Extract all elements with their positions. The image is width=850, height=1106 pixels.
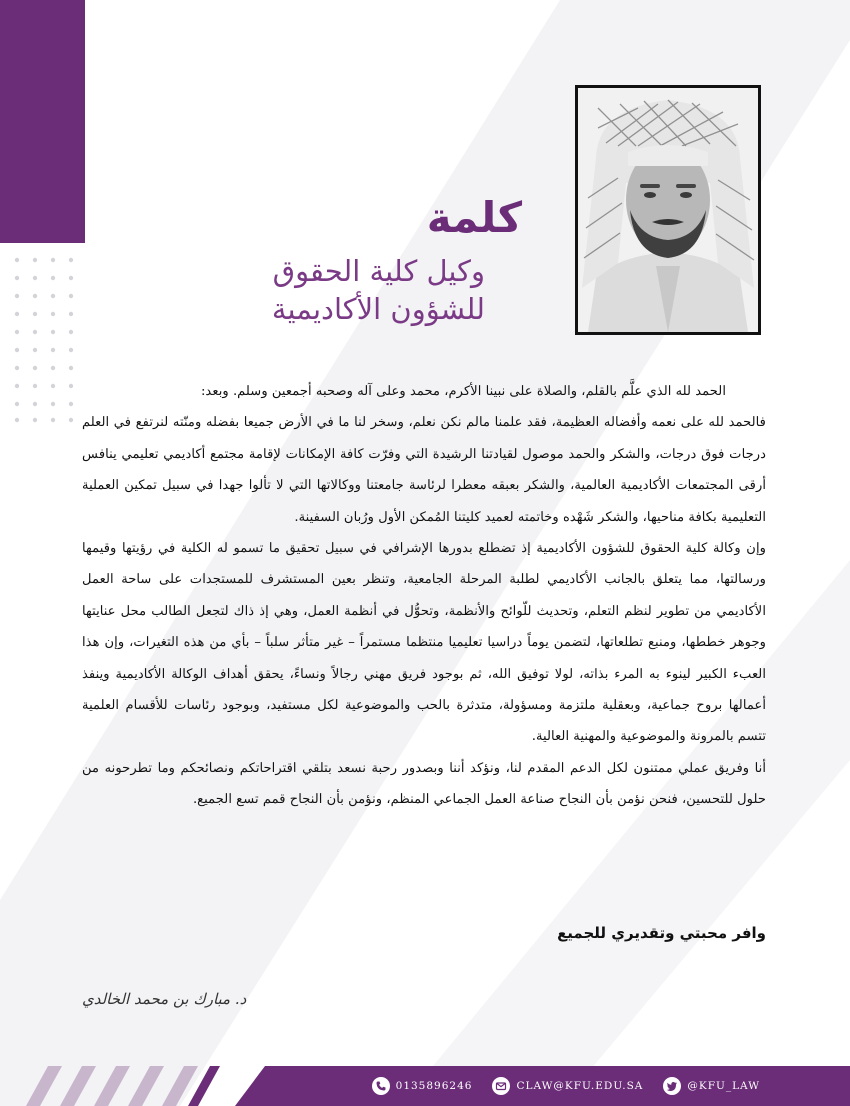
- twitter-icon: [663, 1077, 681, 1095]
- page-subtitle: [160, 252, 485, 328]
- paragraph-4: أنا وفريق عملي ممتنون لكل الدعم المقدم لنا، ونؤكد أننا وبصدور رحبة نسعد بتلقي اقتراحاتكم ونصائحكم وما تطرحونه من حلول للتحسين، فنحن نؤمن بأن النجاح صناعة العمل الجماعي المنظم، ونؤمن بأن النجاح قمم تسع الجميع.: [82, 760, 766, 808]
- corner-accent-block: [0, 0, 85, 243]
- subtitle-line-1: وكيل كلية الحقوق: [272, 254, 485, 288]
- contact-twitter[interactable]: [663, 1077, 760, 1095]
- signature: د. مبارك بن محمد الخالدي: [82, 990, 247, 1008]
- speech-body: [82, 376, 766, 816]
- dot-pattern: [12, 255, 82, 425]
- page-title: كلمة: [426, 193, 522, 242]
- closing-line: وافر محبتي وتقديري للجميع: [557, 924, 766, 942]
- footer-contacts: [340, 1066, 760, 1106]
- paragraph-3: وإن وكالة كلية الحقوق للشؤون الأكاديمية إذ تضطلع بدورها الإشرافي في سبيل تحقيق ما تسمو له الكلية في رؤيتها وقيمها ورسالتها، مما يتعلق بالجانب الأكاديمي لطلبة المرحلة الجامعية، وتنظر بعين المستشرف للمستجدات على ساحة العمل الأكاديمي من تطوير لنظم التعلم، وتحديث للّوائح والأنظمة، وتحوُّل في أنظمة العمل، وهي إذ ذاك لتجعل الطالب محل عنايتها وجوهر خططها، ومنبع تطلعاتها، لتضمن يوماً دراسيا تعليميا منتظما مستمراً – غير متأثر سلباً – بأي من هذه التغيرات، وإن هذا العبء الكبير لينوء به المرء بذاته، لولا توفيق الله، ثم بوجود فريق مهني رجالاً ونساءً، يحقق أهداف الوكالة الأكاديمية وينفذ أعمالها بروح جماعية، وبعقلية ملتزمة ومسؤولة، متدثرة بالحب والموضوعية لكل مستفيد، وبوجود رئاسات للأقسام العلمية تتسم بالمرونة والموضوعية والمهنية العالية.: [82, 541, 766, 745]
- phone-number: 0135896246: [395, 1080, 473, 1092]
- paragraph-1: الحمد لله الذي علَّم بالقلم، والصلاة على نبينا الأكرم، محمد وعلى آله وصحبه أجمعين وسلم. وبعد:: [200, 384, 726, 399]
- twitter-handle: @KFU_LAW: [687, 1080, 760, 1092]
- paragraph-2: فالحمد لله على نعمه وأفضاله العظيمة، فقد علمنا مالم نكن نعلم، وسخر لنا ما في الأرض جميعا بفضله ومنّته لنرتفع في العلم درجات فوق درجات، والشكر والحمد موصول لقيادتنا الرشيدة التي وفرّت كافة الإمكانات لإقامة مجتمع أكاديمي تعليمي ينافس أرقى المجتمعات الأكاديمية العالمية، والشكر بعبقه معطرا لرئاسة جامعتنا ووكالاتها التي لا تألوا جهدا في سبيل تمكين العملية التعليمية بكافة مناحيها، والشكر شَهْده وخاتمته لعميد كليتنا المُمكن الأول ورُبان السفينة.: [82, 415, 766, 525]
- contact-email[interactable]: [492, 1077, 643, 1095]
- mail-icon: [492, 1077, 510, 1095]
- footer-stripes: [26, 1066, 198, 1106]
- subtitle-line-2: للشؤون الأكاديمية: [271, 292, 485, 326]
- portrait-photo: [575, 85, 761, 335]
- phone-icon: [372, 1077, 390, 1095]
- contact-phone[interactable]: [372, 1077, 473, 1095]
- email-address: CLAW@KFU.EDU.SA: [516, 1080, 644, 1092]
